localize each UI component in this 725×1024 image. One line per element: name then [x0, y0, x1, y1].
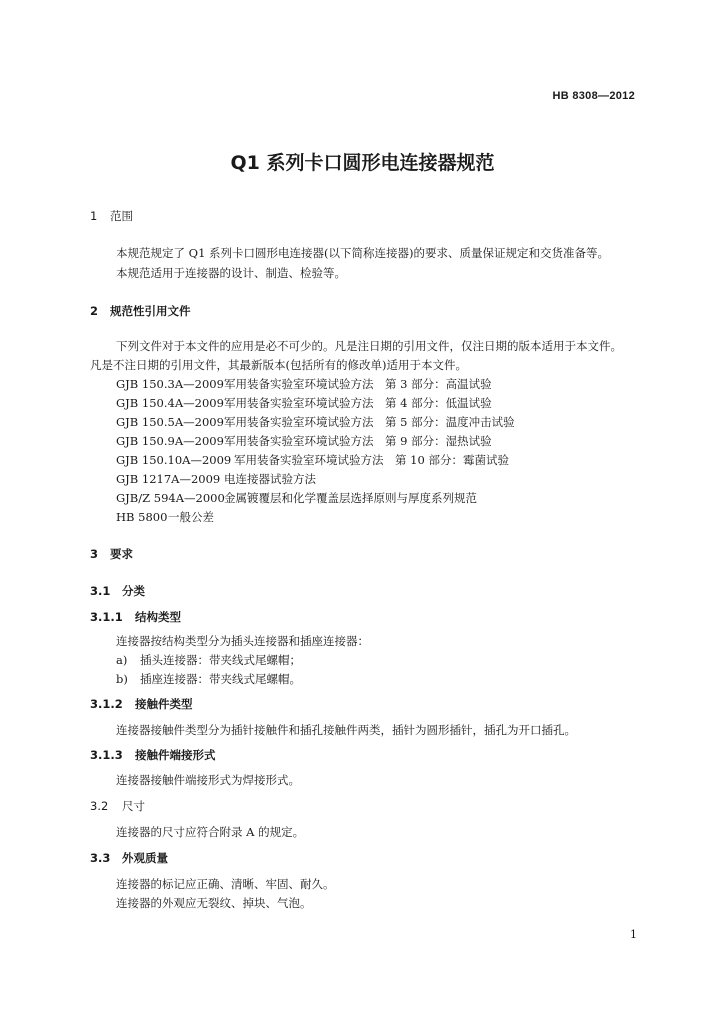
subsection-3-1-3-heading: [90, 747, 216, 763]
standard-number: HB 8308—2012: [552, 90, 635, 102]
reference-title: 军用装备实验室环境试验方法 第 10 部分：霉菌试验: [234, 453, 509, 467]
section-number: 1: [90, 209, 98, 223]
document-title: Q1 系列卡口圆形电连接器规范: [230, 152, 495, 174]
paragraph: 凡是不注日期的引用文件，其最新版本(包括所有的修改单)适用于本文件。: [90, 358, 467, 372]
reference-code: GJB/Z 594A—2000: [116, 491, 225, 505]
paragraph: 连接器的尺寸应符合附录 A 的规定。: [116, 825, 305, 839]
section-3-heading: [90, 546, 133, 562]
subsection-number: 3.1.2: [90, 697, 123, 711]
reference-item: [116, 414, 515, 430]
page-number: 1: [630, 928, 637, 941]
reference-item: [116, 376, 492, 392]
paragraph: 下列文件对于本文件的应用是必不可少的。凡是注日期的引用文件，仅注日期的版本适用于本文件。: [116, 339, 622, 353]
reference-title: 军用装备实验室环境试验方法 第 5 部分：温度冲击试验: [224, 415, 515, 429]
paragraph: 连接器按结构类型分为插头连接器和插座连接器：: [116, 634, 369, 648]
reference-code: HB 5800: [116, 510, 168, 524]
subsection-number: 3.1.3: [90, 748, 123, 762]
paragraph: 连接器的外观应无裂纹、掉块、气泡。: [116, 896, 312, 910]
reference-title: 军用装备实验室环境试验方法 第 9 部分：湿热试验: [224, 434, 492, 448]
reference-code: GJB 150.9A—2009: [116, 434, 224, 448]
subsection-title: 结构类型: [135, 610, 181, 624]
reference-code: GJB 1217A—2009: [116, 472, 221, 486]
list-label: b): [116, 672, 128, 686]
subsection-3-1-1-heading: [90, 609, 181, 625]
subsection-title: 分类: [122, 584, 145, 598]
subsection-number: 3.1: [90, 584, 111, 598]
reference-item: [116, 452, 509, 468]
subsection-title: 尺寸: [122, 799, 145, 813]
reference-code: GJB 150.3A—2009: [116, 377, 224, 391]
reference-code: GJB 150.10A—2009: [116, 453, 232, 467]
subsection-title: 接触件类型: [135, 697, 193, 711]
subsection-title: 接触件端接形式: [135, 748, 216, 762]
paragraph: 本规范规定了 Q1 系列卡口圆形电连接器(以下简称连接器)的要求、质量保证规定和交货准备等。: [116, 246, 610, 260]
reference-item: [116, 509, 214, 525]
section-1-heading: [90, 208, 133, 224]
list-item: [116, 671, 301, 687]
section-2-heading: [90, 303, 191, 319]
reference-title: 一般公差: [168, 510, 214, 524]
section-title: 范围: [110, 209, 133, 223]
section-number: 3: [90, 547, 99, 561]
section-title: 规范性引用文件: [110, 304, 191, 318]
reference-title: 军用装备实验室环境试验方法 第 4 部分：低温试验: [224, 396, 492, 410]
paragraph: 连接器的标记应正确、清晰、牢固、耐久。: [116, 877, 335, 891]
list-label: a): [116, 653, 128, 667]
reference-code: GJB 150.4A—2009: [116, 396, 224, 410]
paragraph: 连接器接触件类型分为插针接触件和插孔接触件两类，插针为圆形插针，插孔为开口插孔。: [116, 723, 576, 737]
subsection-3-1-heading: [90, 583, 145, 599]
subsection-3-1-2-heading: [90, 696, 193, 712]
reference-item: [116, 471, 316, 487]
paragraph: 连接器接触件端接形式为焊接形式。: [116, 773, 300, 787]
reference-code: GJB 150.5A—2009: [116, 415, 224, 429]
reference-title: 军用装备实验室环境试验方法 第 3 部分：高温试验: [224, 377, 492, 391]
reference-item: [116, 395, 492, 411]
list-text: 插头连接器：带夹线式尾螺帽；: [140, 653, 301, 667]
subsection-3-3-heading: [90, 850, 168, 866]
subsection-3-2-heading: [90, 798, 145, 814]
subsection-number: 3.1.1: [90, 610, 123, 624]
reference-title: 金属镀覆层和化学覆盖层选择原则与厚度系列规范: [224, 491, 477, 505]
reference-title: 电连接器试验方法: [224, 472, 316, 486]
reference-item: [116, 433, 492, 449]
subsection-title: 外观质量: [122, 851, 168, 865]
subsection-number: 3.2: [90, 799, 109, 813]
list-text: 插座连接器：带夹线式尾螺帽。: [140, 672, 301, 686]
subsection-number: 3.3: [90, 851, 111, 865]
list-item: [116, 652, 301, 668]
section-number: 2: [90, 304, 99, 318]
paragraph: 本规范适用于连接器的设计、制造、检验等。: [116, 266, 346, 280]
reference-item: [116, 490, 477, 506]
section-title: 要求: [110, 547, 133, 561]
